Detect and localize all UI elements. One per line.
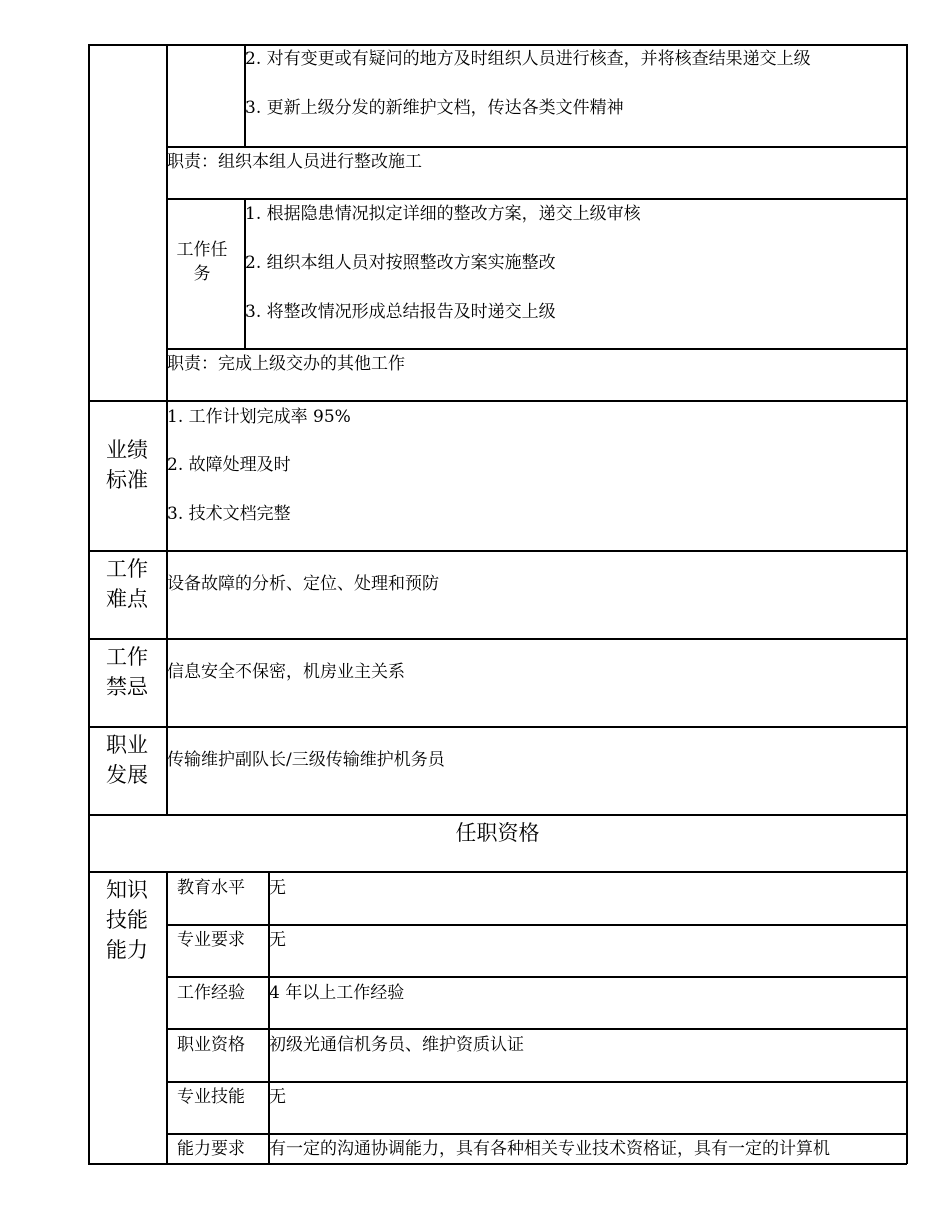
career-value: 传输维护副队长/三级传输维护机务员	[167, 750, 445, 770]
qual-value-ability: 有一定的沟通协调能力，具有各种相关专业技术资格证，具有一定的计算机	[269, 1139, 830, 1159]
task-2-item-3: 3. 将整改情况形成总结报告及时递交上级	[245, 302, 556, 322]
qual-label-certification: 职业资格	[177, 1035, 245, 1055]
qual-label-major: 专业要求	[177, 930, 245, 950]
qualifications-title: 任职资格	[455, 821, 540, 845]
qual-value-skills: 无	[269, 1087, 286, 1107]
duty-3: 职责：完成上级交办的其他工作	[167, 354, 405, 374]
qual-label-skills: 专业技能	[177, 1087, 245, 1107]
task-1-item-3: 3. 更新上级分发的新维护文档，传达各类文件精神	[245, 98, 624, 118]
prohibitions-value: 信息安全不保密，机房业主关系	[167, 662, 405, 682]
difficulty-label: 工作难点	[106, 557, 148, 611]
performance-label: 业绩标准	[106, 438, 148, 492]
prohibitions-label: 工作禁忌	[106, 645, 148, 699]
task-1-item-2: 2. 对有变更或有疑问的地方及时组织人员进行核查，并将核查结果递交上级	[245, 49, 811, 69]
qual-label-ability: 能力要求	[177, 1139, 245, 1159]
difficulty-value: 设备故障的分析、定位、处理和预防	[167, 574, 439, 594]
qual-label-education: 教育水平	[177, 878, 245, 898]
qual-value-experience: 4 年以上工作经验	[269, 983, 405, 1003]
task-2-item-2: 2. 组织本组人员对按照整改方案实施整改	[245, 253, 556, 273]
task-2-item-1: 1. 根据隐患情况拟定详细的整改方案，递交上级审核	[245, 204, 641, 224]
career-label: 职业发展	[106, 733, 148, 787]
task-label: 工作任务	[176, 240, 228, 284]
qual-value-major: 无	[269, 930, 286, 950]
performance-item-3: 3. 技术文档完整	[167, 504, 291, 524]
performance-item-2: 2. 故障处理及时	[167, 455, 291, 475]
qual-label-experience: 工作经验	[177, 983, 245, 1003]
performance-item-1: 1. 工作计划完成率 95%	[167, 407, 351, 427]
duty-2: 职责：组织本组人员进行整改施工	[167, 152, 422, 172]
qual-value-certification: 初级光通信机务员、维护资质认证	[269, 1035, 524, 1055]
knowledge-skill-label: 知识技能能力	[106, 878, 148, 962]
qual-value-education: 无	[269, 878, 286, 898]
